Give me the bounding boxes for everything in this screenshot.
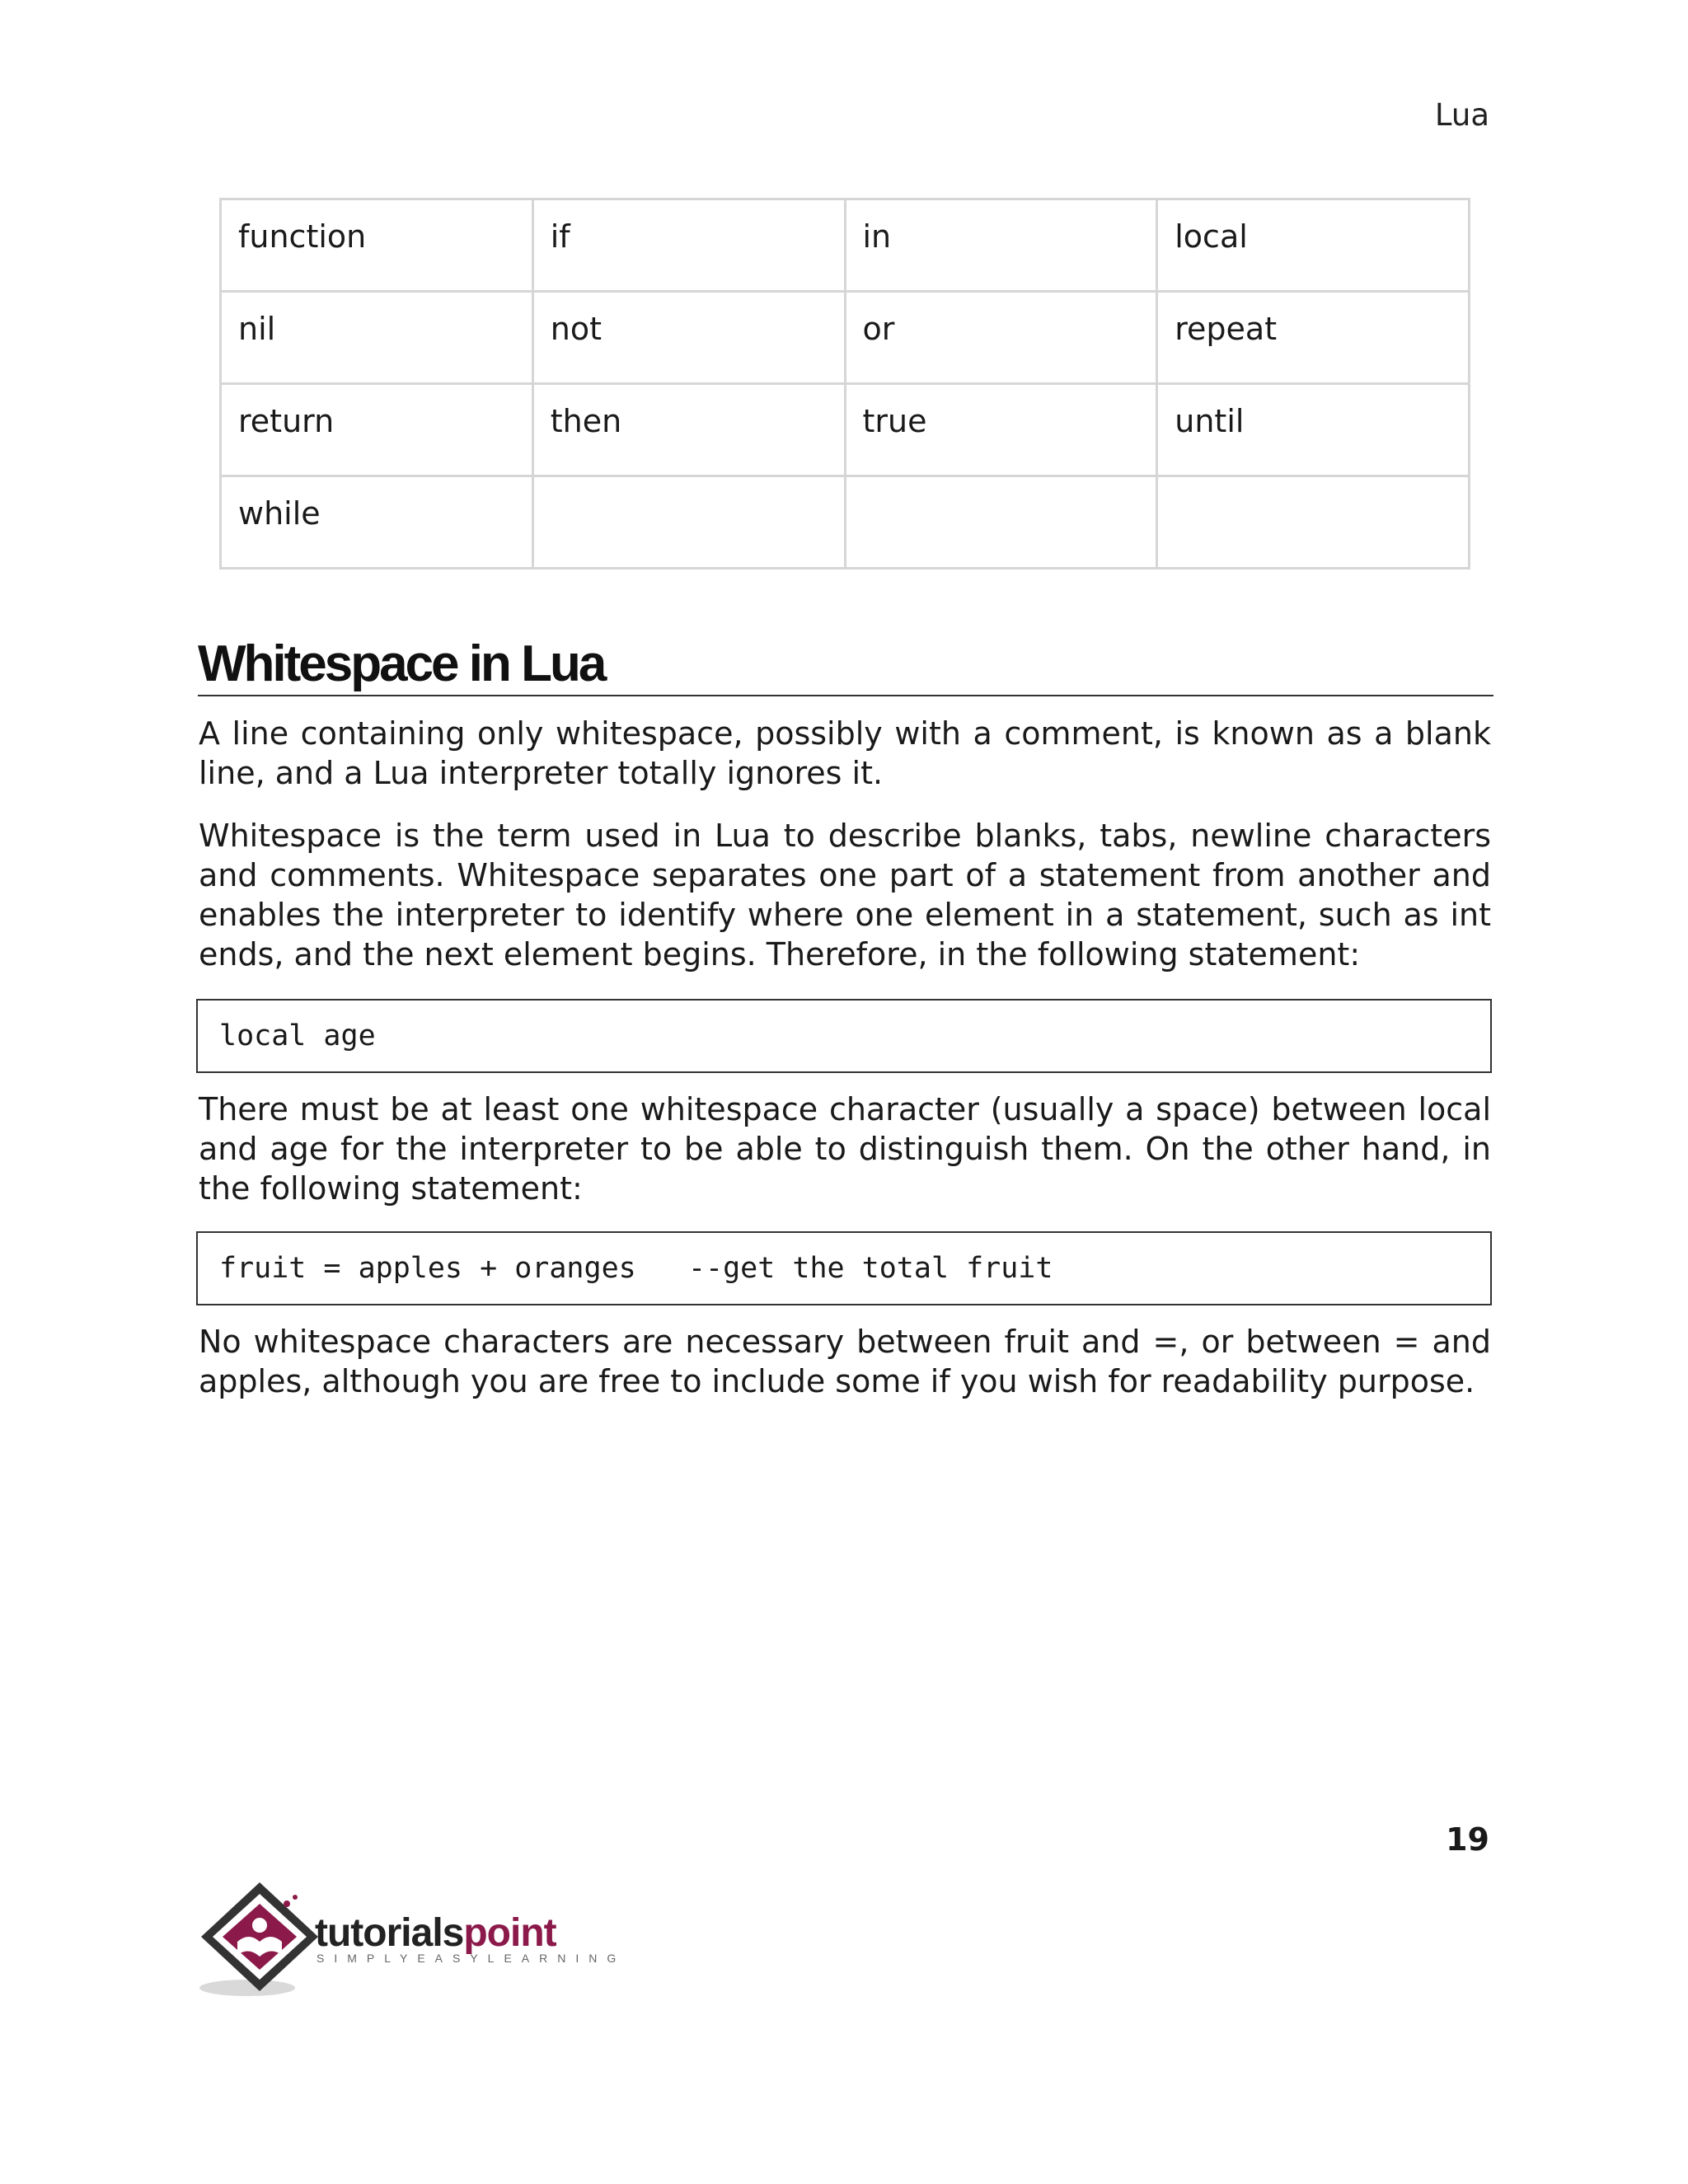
table-cell: local bbox=[1157, 199, 1470, 292]
logo-tagline: SIMPLYEASYLEARNING bbox=[316, 1952, 626, 1965]
table-cell: then bbox=[532, 384, 845, 476]
table-row bbox=[221, 476, 1470, 569]
table-cell: until bbox=[1157, 384, 1470, 476]
table-cell: while bbox=[221, 476, 533, 569]
table-cell: or bbox=[845, 292, 1157, 384]
logo-text-tutorials: tutorials bbox=[315, 1911, 464, 1955]
code-block-fruit: fruit = apples + oranges --get the total fruit bbox=[196, 1231, 1492, 1305]
table-cell bbox=[845, 476, 1157, 569]
logo-text-point: point bbox=[463, 1911, 556, 1955]
table-cell: true bbox=[845, 384, 1157, 476]
page-number: 19 bbox=[1446, 1821, 1489, 1858]
table-row bbox=[221, 384, 1470, 476]
table-cell: not bbox=[532, 292, 845, 384]
table-cell bbox=[532, 476, 845, 569]
paragraph-no-whitespace-needed: No whitespace characters are necessary between fruit and =, or between = and apples, although you are free to include some if you wish for readability purpose. bbox=[199, 1324, 1491, 1399]
paragraph-blank-line: A line containing only whitespace, possibly with a comment, is known as a blank line, and a Lua interpreter totally ignores it. bbox=[199, 715, 1491, 791]
table-cell bbox=[1157, 476, 1470, 569]
paragraph-whitespace-definition: Whitespace is the term used in Lua to describe blanks, tabs, newline characters and comments. Whitespace separates one part of a statement from another and enables the interpreter to identify where one element in a statement, such as int ends, and the next element begins. Therefore, in the following statement: bbox=[199, 818, 1491, 972]
table-cell: if bbox=[532, 199, 845, 292]
section-heading: Whitespace in Lua bbox=[198, 635, 1493, 696]
table-cell: return bbox=[221, 384, 533, 476]
logo-wordmark bbox=[315, 1910, 556, 1956]
running-header: Lua bbox=[1434, 97, 1489, 133]
code-block-local-age: local age bbox=[196, 999, 1492, 1073]
paragraph-local-age-explanation: There must be at least one whitespace character (usually a space) between local and age for the interpreter to be able to distinguish them. On the other hand, in the following statement: bbox=[199, 1091, 1491, 1207]
tutorialspoint-logo-icon bbox=[198, 1879, 321, 2003]
table-cell: nil bbox=[221, 292, 533, 384]
table-row bbox=[221, 292, 1470, 384]
table-cell: in bbox=[845, 199, 1157, 292]
table-row bbox=[221, 199, 1470, 292]
keywords-table bbox=[219, 198, 1470, 569]
table-cell: function bbox=[221, 199, 533, 292]
table-cell: repeat bbox=[1157, 292, 1470, 384]
